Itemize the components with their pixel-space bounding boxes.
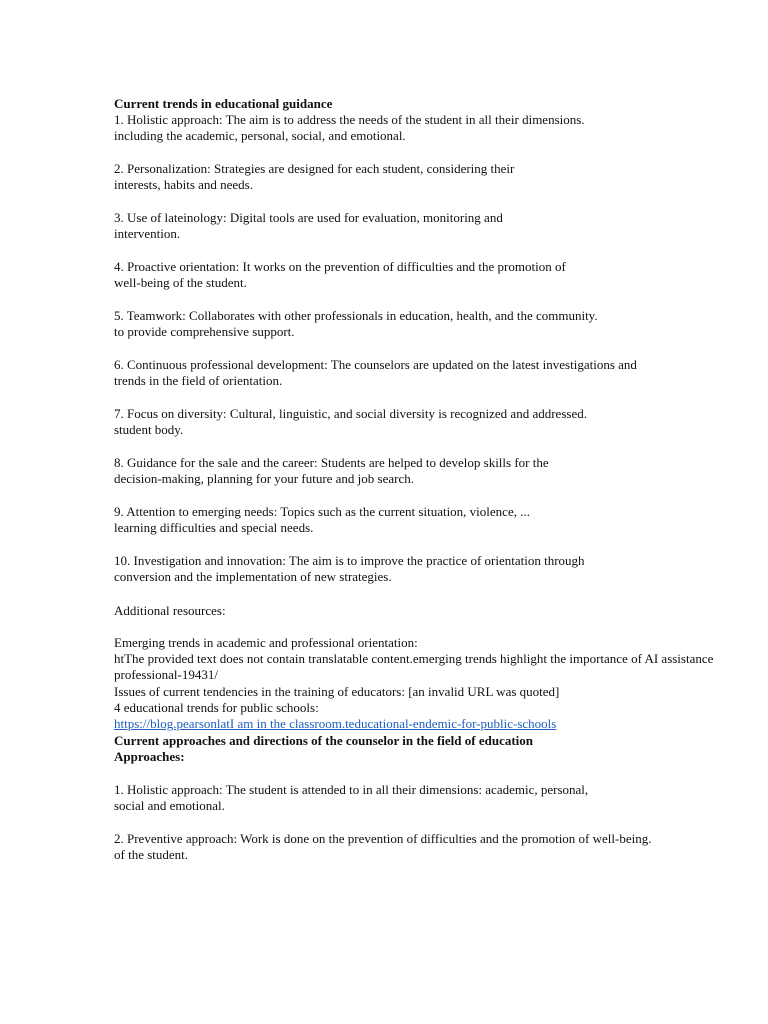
trend-4-line-1: 4. Proactive orientation: It works on the prevention of difficulties and the promotion of xyxy=(114,259,566,274)
trend-9-line-2: learning difficulties and special needs. xyxy=(114,520,314,535)
trend-8-line-1: 8. Guidance for the sale and the career: Students are helped to develop skills for the xyxy=(114,455,549,470)
trend-9-line-1: 9. Attention to emerging needs: Topics such as the current situation, violence, ... xyxy=(114,504,530,519)
resource-1-line-1: htThe provided text does not contain translatable content.emerging trends highlight the importance of AI assistance xyxy=(114,651,714,666)
document-title: Current trends in educational guidance xyxy=(114,96,333,111)
approaches-heading: Approaches: xyxy=(114,749,185,764)
trend-8-line-2: decision-making, planning for your future and job search. xyxy=(114,471,414,486)
trend-5-line-1: 5. Teamwork: Collaborates with other professionals in education, health, and the community. xyxy=(114,308,598,323)
trend-1-line-2: including the academic, personal, social, and emotional. xyxy=(114,128,406,143)
trend-4-line-2: well-being of the student. xyxy=(114,275,247,290)
trend-7-line-1: 7. Focus on diversity: Cultural, linguistic, and social diversity is recognized and addressed. xyxy=(114,406,587,421)
approach-2-line-2: of the student. xyxy=(114,847,189,862)
trend-1-line-1: 1. Holistic approach: The aim is to address the needs of the student in all their dimensions. xyxy=(114,112,585,127)
resource-2: Issues of current tendencies in the training of educators: [an invalid URL was quoted] xyxy=(114,684,560,699)
trend-10-line-2: conversion and the implementation of new strategies. xyxy=(114,569,392,584)
resource-1-line-2: professional-19431/ xyxy=(114,667,218,682)
resource-3-title: 4 educational trends for public schools: xyxy=(114,700,319,715)
approach-1-line-1: 1. Holistic approach: The student is attended to in all their dimensions: academic, personal, xyxy=(114,782,589,797)
section-2-title: Current approaches and directions of the counselor in the field of education xyxy=(114,733,534,748)
additional-resources-heading: Additional resources: xyxy=(114,603,226,618)
resource-3-link[interactable]: https://blog.pearsonlatI am in the classroom.teducational-endemic-for-public-schools xyxy=(114,716,557,731)
approach-1-line-2: social and emotional. xyxy=(114,798,225,813)
trend-5-line-2: to provide comprehensive support. xyxy=(114,324,295,339)
trend-7-line-2: student body. xyxy=(114,422,184,437)
trend-2-line-2: interests, habits and needs. xyxy=(114,177,253,192)
trend-3-line-2: intervention. xyxy=(114,226,181,241)
approach-2-line-1: 2. Preventive approach: Work is done on the prevention of difficulties and the promotion of well-being. xyxy=(114,831,652,846)
trend-2-line-1: 2. Personalization: Strategies are designed for each student, considering their xyxy=(114,161,515,176)
trend-10-line-1: 10. Investigation and innovation: The aim is to improve the practice of orientation through xyxy=(114,553,585,568)
trend-6-line-2: trends in the field of orientation. xyxy=(114,373,283,388)
resource-1-title: Emerging trends in academic and professional orientation: xyxy=(114,635,418,650)
trend-6-line-1: 6. Continuous professional development: The counselors are updated on the latest investigations and xyxy=(114,357,637,372)
trend-3-line-1: 3. Use of lateinology: Digital tools are used for evaluation, monitoring and xyxy=(114,210,503,225)
